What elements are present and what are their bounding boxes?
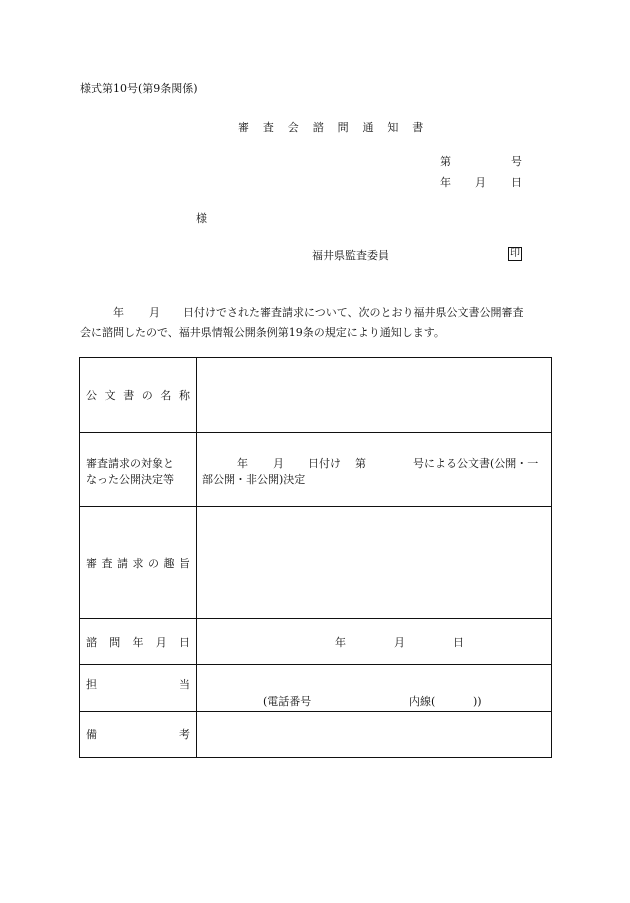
recipient-honorific: 様	[196, 212, 207, 225]
table-row-divider	[80, 506, 551, 507]
issuer-name: 福井県監査委員	[312, 249, 389, 262]
body-month: 月	[149, 306, 160, 319]
label-target-decision-line2: なった公開決定等	[86, 473, 174, 486]
inquiry-month: 月	[394, 636, 405, 649]
table-row-divider	[80, 664, 551, 665]
doc-number-prefix: 第	[440, 155, 451, 168]
phone-number: (電話番号	[263, 695, 312, 708]
label-inquiry-date: 諮 問 年 月 日	[86, 636, 190, 649]
decision-date-suffix: 日付け	[308, 457, 341, 470]
body-year: 年	[113, 306, 124, 319]
doc-date-year: 年	[440, 176, 451, 189]
decision-number-suffix: 号による公文書(公開・一	[413, 457, 539, 470]
doc-date-month: 月	[475, 176, 486, 189]
decision-year: 年	[237, 457, 248, 470]
label-target-decision-line1: 審査請求の対象と	[86, 457, 174, 470]
doc-date-day: 日	[511, 176, 522, 189]
decision-type: 部公開・非公開)決定	[202, 473, 306, 486]
document-title: 審 査 会 諮 問 通 知 書	[238, 121, 429, 134]
label-remarks: 備 考	[86, 728, 190, 741]
extension-close: ))	[473, 695, 482, 708]
seal-mark: 印	[510, 248, 520, 259]
decision-month: 月	[273, 457, 284, 470]
table-column-divider	[196, 358, 197, 757]
decision-number-prefix: 第	[355, 457, 366, 470]
form-number: 様式第10号(第9条関係)	[80, 82, 198, 95]
form-table	[79, 357, 552, 758]
body-line1: 日付けでされた審査請求について、次のとおり福井県公文書公開審査	[183, 306, 524, 319]
table-row-divider	[80, 711, 551, 712]
inquiry-year: 年	[335, 636, 346, 649]
table-row-divider	[80, 618, 551, 619]
label-document-name: 公 文 書 の 名 称	[86, 389, 190, 402]
table-row-divider	[80, 432, 551, 433]
extension-number: 内線(	[409, 695, 436, 708]
label-request-purpose: 審 査 請 求 の 趣 旨	[86, 557, 190, 570]
inquiry-day: 日	[453, 636, 464, 649]
doc-number-suffix: 号	[511, 155, 522, 168]
body-line2: 会に諮問したので、福井県情報公開条例第19条の規定により通知します。	[80, 326, 445, 339]
label-person-in-charge: 担 当	[86, 678, 190, 691]
